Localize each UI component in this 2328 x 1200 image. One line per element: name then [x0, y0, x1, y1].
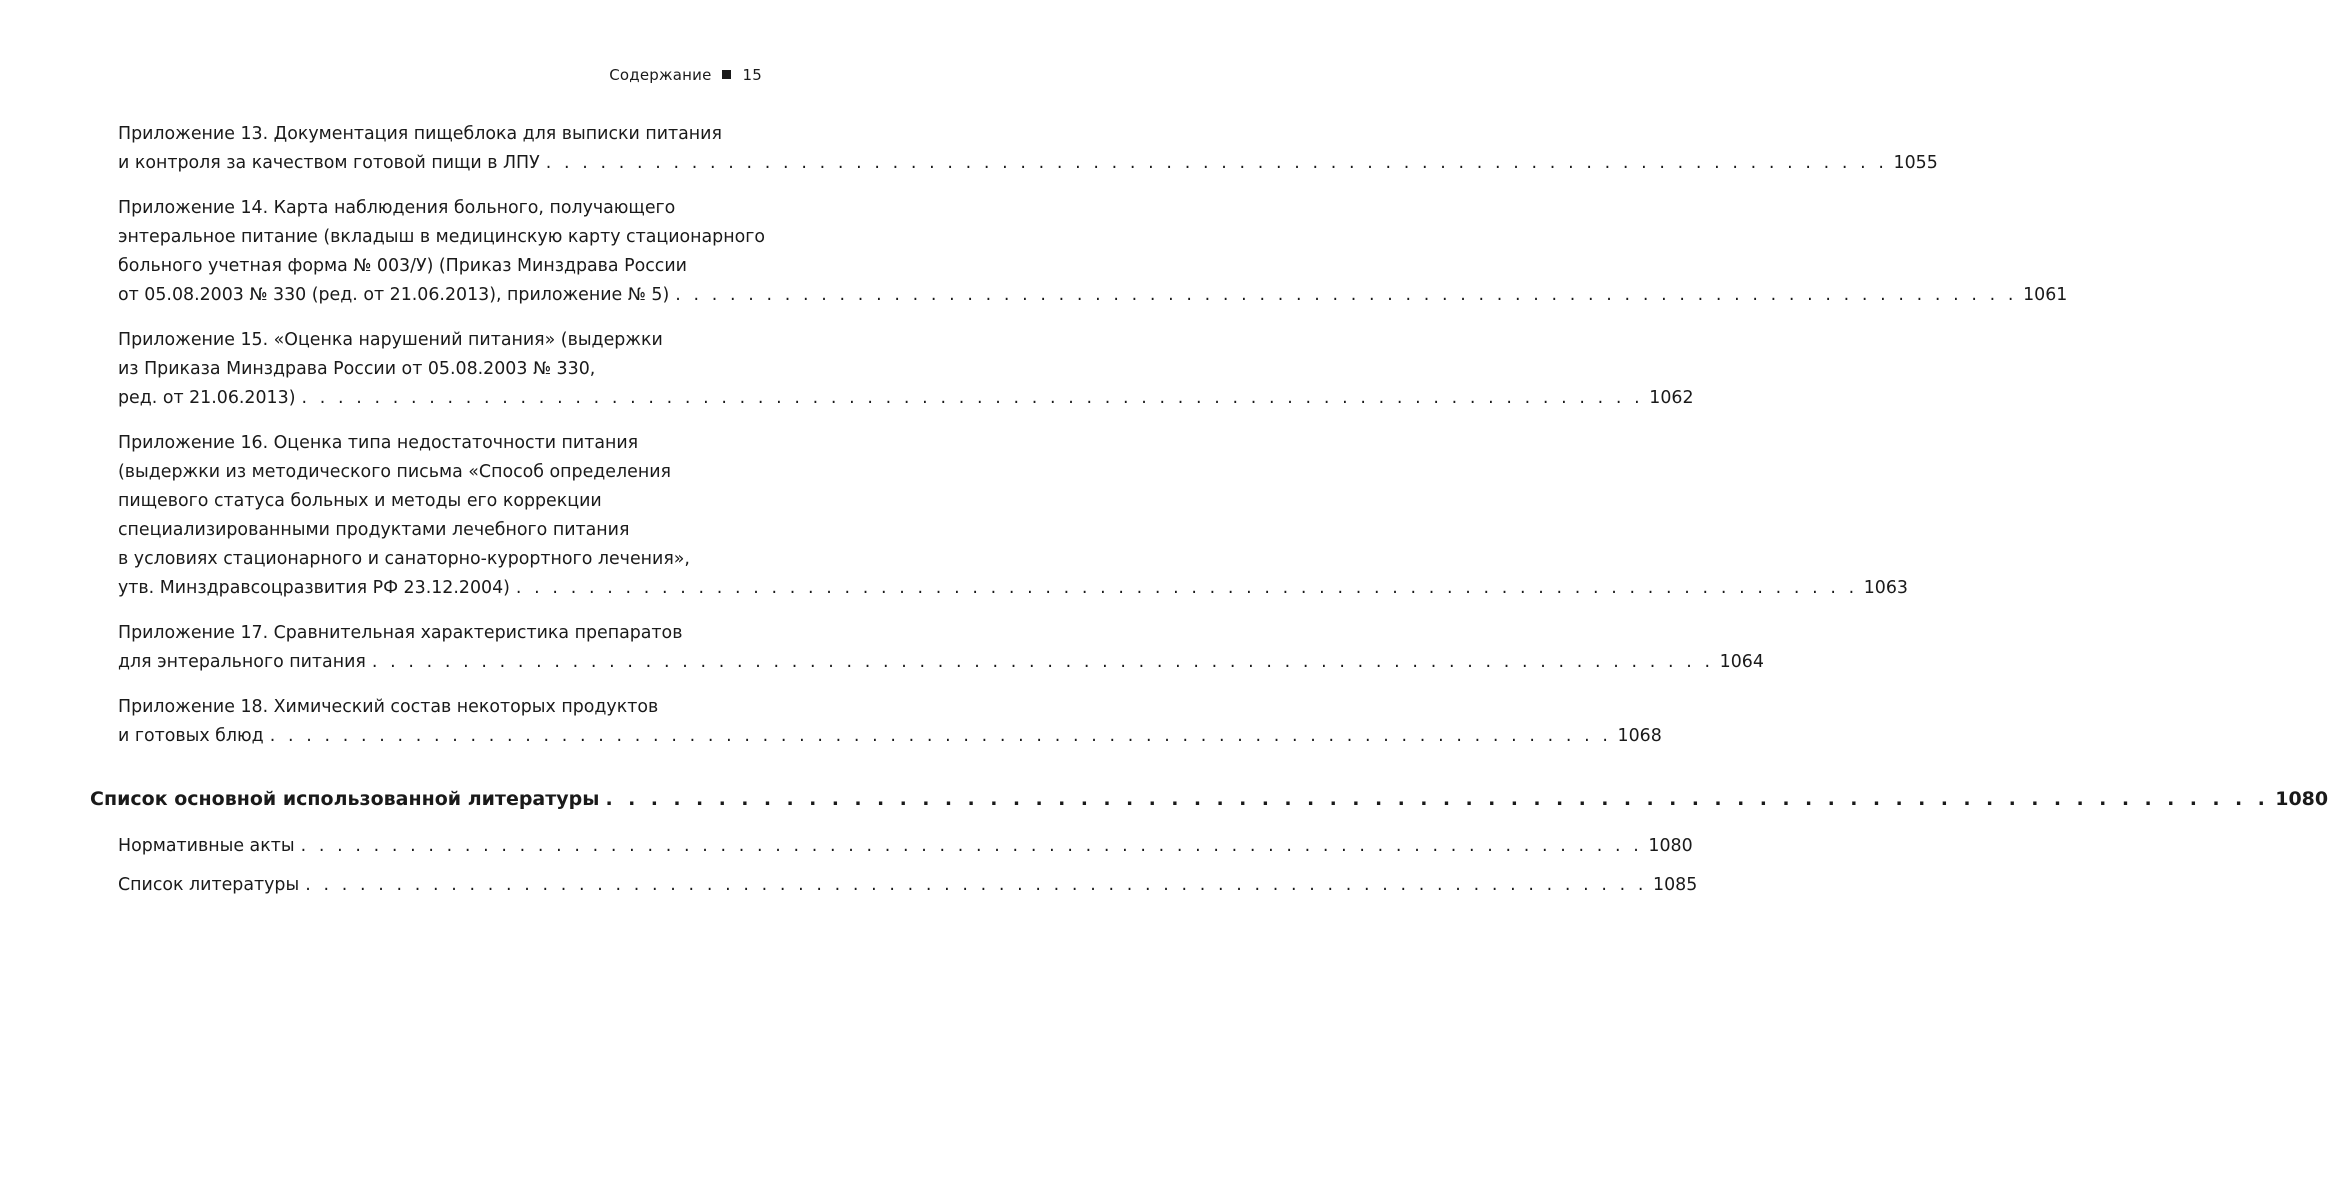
toc-entry-appendix-18[interactable] — [90, 693, 1662, 751]
toc-entry-appendix-15[interactable] — [90, 326, 1694, 413]
dot-leader: . . . . . . . . . . . . . . . . . . . . . . . . . . . . . . . . . . . . . . . . . . . . . . . . . . . . . . . . . . . . . . . . . . . . . . . . . . — [515, 578, 1858, 598]
toc-entry-line: Приложение 17. Сравнительная характеристика препаратов — [118, 623, 683, 643]
page-number: 15 — [742, 66, 762, 84]
dot-leader: . . . . . . . . . . . . . . . . . . . . . . . . . . . . . . . . . . . . . . . . . . . . . . . . . . . . . . . . . . . . . . . . . . . . . . . . . . — [305, 875, 1647, 895]
toc-page-number: 1064 — [1719, 652, 1764, 672]
toc-entry-references[interactable] — [90, 785, 2328, 814]
dot-leader: . . . . . . . . . . . . . . . . . . . . . . . . . . . . . . . . . . . . . . . . . . . . . . . . . . . . . . . . . . . . . . . . . . . . . . . . . . — [269, 726, 1612, 746]
dot-leader: . . . . . . . . . . . . . . . . . . . . . . . . . . . . . . . . . . . . . . . . . . . . . . . . . . . . . . . . . . . . . . . . . . . . . . . . . . — [300, 836, 1643, 856]
toc-entry-line: в условиях стационарного и санаторно-курортного лечения», — [118, 549, 690, 569]
toc-entry-line: и готовых блюд — [118, 726, 264, 746]
dot-leader: . . . . . . . . . . . . . . . . . . . . . . . . . . . . . . . . . . . . . . . . . . . . . . . . . . . . . . . . . . . . . . . . . . . . . . . . . . — [605, 788, 2270, 810]
toc-entry-appendix-13[interactable] — [90, 120, 1938, 178]
toc-entry-line: Список литературы — [118, 875, 300, 895]
dot-leader: . . . . . . . . . . . . . . . . . . . . . . . . . . . . . . . . . . . . . . . . . . . . . . . . . . . . . . . . . . . . . . . . . . . . . . . . . . — [675, 285, 2018, 305]
toc-page-number: 1080 — [2275, 788, 2328, 810]
toc-page-number: 1061 — [2023, 285, 2068, 305]
toc-entry-line: и контроля за качеством готовой пищи в ЛПУ — [118, 153, 540, 173]
toc-entry-line: пищевого статуса больных и методы его коррекции — [118, 491, 602, 511]
toc-page-number: 1063 — [1863, 578, 1908, 598]
toc-entry-line: для энтерального питания — [118, 652, 366, 672]
toc-page-number: 1055 — [1893, 153, 1938, 173]
toc-entry-line: Нормативные акты — [118, 836, 295, 856]
table-of-contents — [90, 120, 2328, 910]
toc-entry-normative-acts[interactable] — [90, 832, 1693, 861]
toc-entry-line: Приложение 18. Химический состав некоторых продуктов — [118, 697, 659, 717]
toc-entry-line: из Приказа Минздрава России от 05.08.2003 № 330, — [118, 359, 596, 379]
toc-page-number: 1080 — [1648, 836, 1693, 856]
toc-entry-line: Приложение 16. Оценка типа недостаточности питания — [118, 433, 639, 453]
toc-page-number: 1068 — [1617, 726, 1662, 746]
toc-entry-line: Приложение 14. Карта наблюдения больного, получающего — [118, 198, 676, 218]
running-header — [609, 66, 762, 84]
toc-entry-literature-list[interactable] — [90, 871, 1698, 900]
toc-page-number: 1062 — [1649, 388, 1694, 408]
toc-entry-line: больного учетная форма № 003/У) (Приказ Минздрава России — [118, 256, 687, 276]
toc-entry-line: энтеральное питание (вкладыш в медицинскую карту стационарного — [118, 227, 765, 247]
toc-entry-line: специализированными продуктами лечебного питания — [118, 520, 630, 540]
dot-leader: . . . . . . . . . . . . . . . . . . . . . . . . . . . . . . . . . . . . . . . . . . . . . . . . . . . . . . . . . . . . . . . . . . . . . . . . . . — [301, 388, 1644, 408]
toc-entry-line: ред. от 21.06.2013) — [118, 388, 296, 408]
toc-entry-line: утв. Минздравсоцразвития РФ 23.12.2004) — [118, 578, 510, 598]
toc-page-number: 1085 — [1653, 875, 1698, 895]
toc-entry-line: Приложение 15. «Оценка нарушений питания» (выдержки — [118, 330, 663, 350]
toc-entry-appendix-14[interactable] — [90, 194, 2068, 310]
section-title: Содержание — [609, 66, 712, 84]
dot-leader: . . . . . . . . . . . . . . . . . . . . . . . . . . . . . . . . . . . . . . . . . . . . . . . . . . . . . . . . . . . . . . . . . . . . . . . . . . — [371, 652, 1714, 672]
toc-entry-line: (выдержки из методического письма «Способ определения — [118, 462, 671, 482]
toc-entry-appendix-17[interactable] — [90, 619, 1764, 677]
dot-leader: . . . . . . . . . . . . . . . . . . . . . . . . . . . . . . . . . . . . . . . . . . . . . . . . . . . . . . . . . . . . . . . . . . . . . . . . . . — [545, 153, 1888, 173]
square-bullet-icon — [722, 70, 731, 79]
toc-entry-line: от 05.08.2003 № 330 (ред. от 21.06.2013), приложение № 5) — [118, 285, 670, 305]
toc-entry-line: Приложение 13. Документация пищеблока для выписки питания — [118, 124, 722, 144]
references-title: Список основной использованной литературы — [90, 788, 600, 810]
toc-entry-appendix-16[interactable] — [90, 429, 1908, 603]
